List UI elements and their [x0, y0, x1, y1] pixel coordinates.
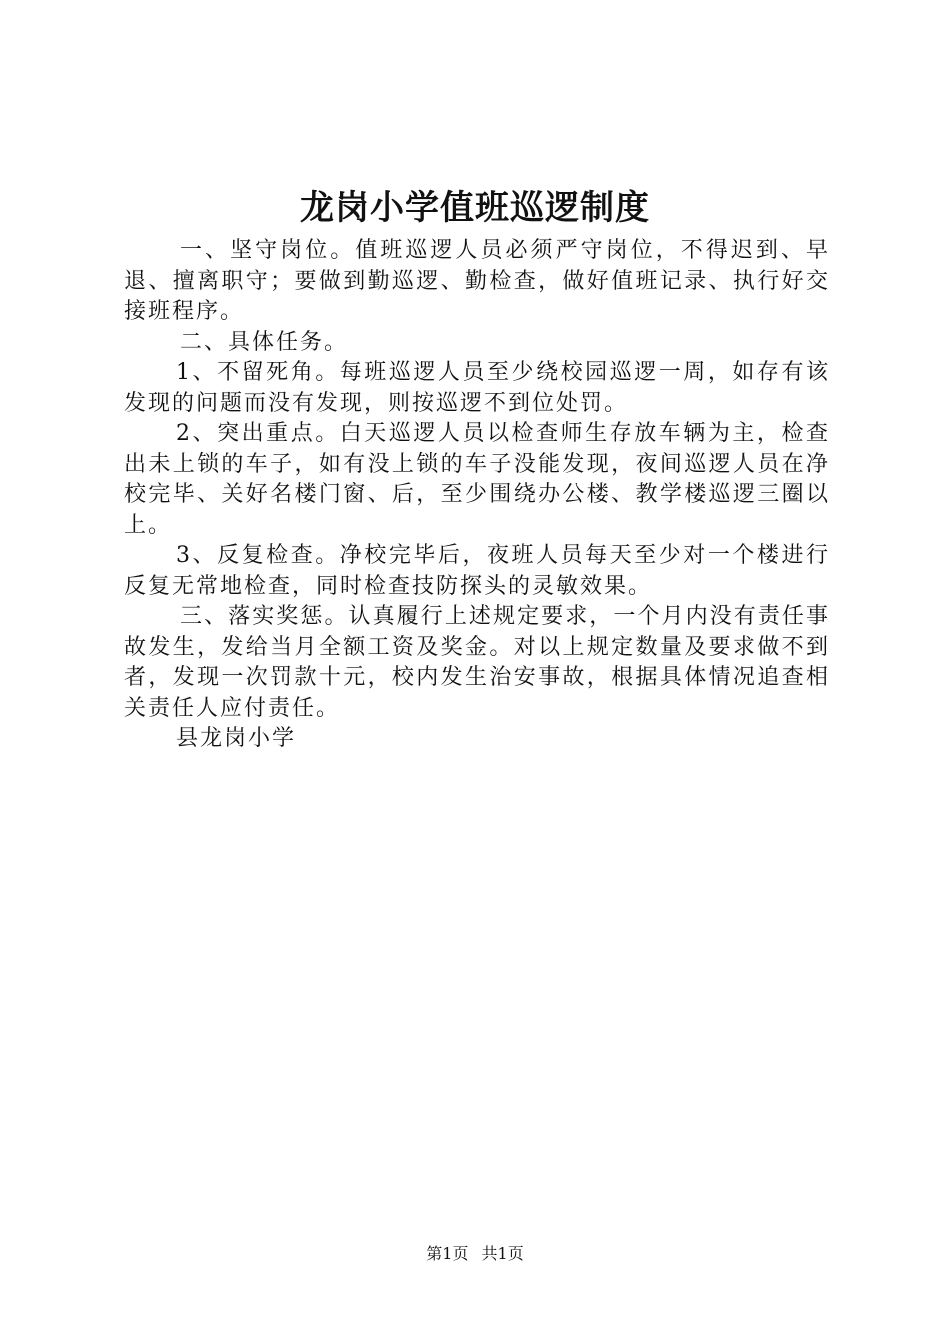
paragraph-no-blind-spots: 1、不留死角。每班巡逻人员至少绕校园巡逻一周，如存有该发现的问题而没有发现，则按巡逻不到位处罚。 — [124, 360, 830, 416]
document-body — [124, 236, 830, 755]
page-number-current: 第1页 — [426, 1244, 469, 1263]
paragraph-key-points: 2、突出重点。白天巡逻人员以检查师生存放车辆为主，检查出未上锁的车子，如有没上锁的车子没能发现，夜间巡逻人员在净校完毕、关好名楼门窗、后，至少围绕办公楼、教学楼巡逻三圈以上。 — [124, 421, 830, 538]
paragraph-repeated-checks: 3、反复检查。净校完毕后，夜班人员每天至少对一个楼进行反复无常地检查，同时检查技防探头的灵敏效果。 — [124, 543, 830, 599]
page-title: 龙岗小学值班巡逻制度 — [300, 188, 650, 228]
signature: 县龙岗小学 — [176, 726, 297, 751]
page-number-total: 共1页 — [481, 1244, 524, 1263]
paragraph-rewards-penalties: 三、落实奖惩。认真履行上述规定要求，一个月内没有责任事故发生，发给当月全额工资及奖金。对以上规定数量及要求做不到者，发现一次罚款十元，校内发生治安事故，根据具体情况追查相关责任人应付责任。 — [124, 604, 830, 721]
page-footer — [0, 1244, 950, 1264]
paragraph-specific-tasks: 二、具体任务。 — [180, 329, 349, 355]
paragraph-duty-post: 一、坚守岗位。值班巡逻人员必须严守岗位，不得迟到、早退、擅离职守；要做到勤巡逻、勤检查，做好值班记录、执行好交接班程序。 — [124, 238, 830, 324]
